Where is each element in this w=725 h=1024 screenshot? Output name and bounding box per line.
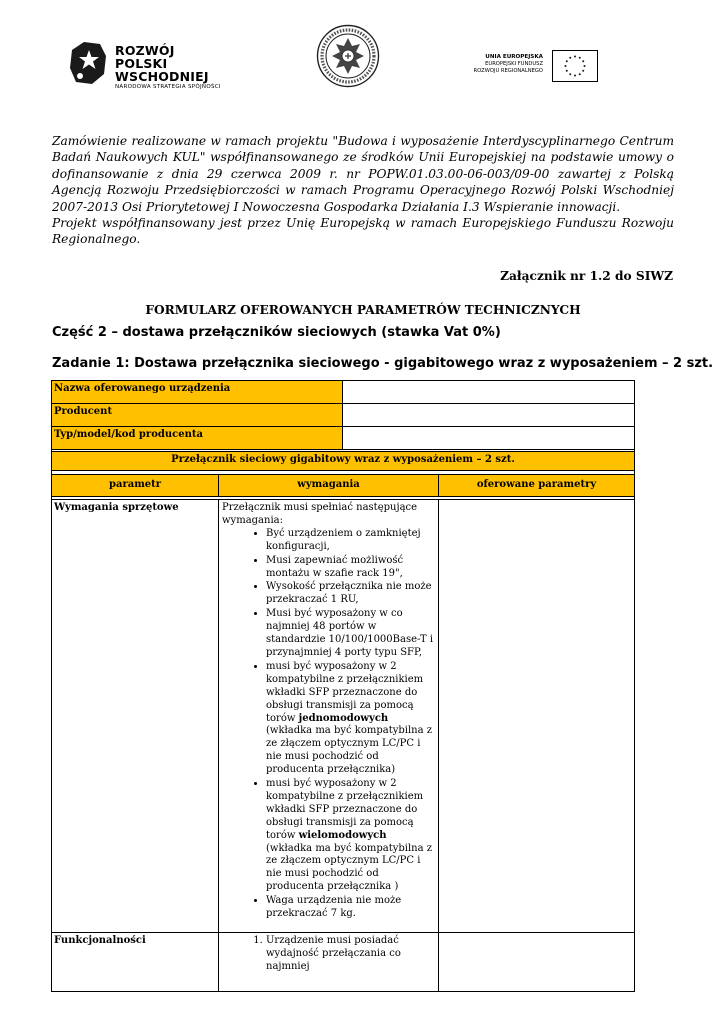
eu-logo [455, 50, 600, 84]
eu-line-1: UNIA EUROPEJSKA [485, 54, 543, 60]
requirement-item-sfp-single: • musi być wyposażony w 2 kompatybilne z przełącznikiem wkładki SFP przeznaczone do obsługi transmisji za pomocą torów jednomodowych (wkładka ma być kompatybilna z ze złączem optycznym LC/PC i nie musi pochodzić od producenta przełącznika) [266, 661, 435, 777]
eu-star-icon [579, 73, 581, 75]
eu-star-icon [574, 75, 576, 77]
eu-flag-icon [552, 50, 598, 82]
task-title: Zadanie 1: Dostawa przełącznika sieciowego - gigabitowego wraz z wyposażeniem – 2 szt. [52, 356, 714, 371]
hardware-requirements [218, 499, 439, 933]
eu-star-icon [584, 65, 586, 67]
producer-input[interactable] [342, 403, 635, 427]
eu-star-icon [565, 65, 567, 67]
column-header-offer: oferowane parametry [438, 474, 635, 497]
eu-star-icon [566, 70, 568, 72]
eu-line-3: ROZWOJU REGIONALNEGO [473, 68, 543, 74]
requirement-item: • Wysokość przełącznika nie może przekraczać 1 RU, [266, 581, 435, 607]
model-input[interactable] [342, 426, 635, 450]
column-header-param: parametr [51, 474, 219, 497]
eu-star-icon [582, 60, 584, 62]
eu-star-icon [579, 57, 581, 59]
requirement-item-sfp-multi: • musi być wyposażony w 2 kompatybilne z przełącznikiem wkładki SFP przeznaczone do obsługi transmisji za pomocą torów wielomodowych (wkładka ma być kompatybilna z ze złączem optycznym LC/PC i nie musi pochodzić od producenta przełącznika ) [266, 778, 435, 894]
section-title: Przełącznik sieciowy gigabitowy wraz z wyposażeniem – 2 szt. [51, 451, 635, 471]
functionality-offer-input[interactable] [438, 932, 635, 992]
rozwoj-polski-wschodniej-logo [70, 38, 260, 90]
eu-star-icon [569, 57, 571, 59]
hardware-label: Wymagania sprzętowe [51, 499, 219, 933]
requirement-item: • Musi być wyposażony w co najmniej 48 portów w standardzie 10/100/1000Base-T i przynajmniej 4 porty typu SFP, [266, 608, 435, 660]
annex-label: Załącznik nr 1.2 do SIWZ [500, 269, 673, 283]
eu-star-icon [566, 60, 568, 62]
project-info-paragraph-2: Projekt współfinansowany jest przez Unię Europejską w ramach Europejskiego Funduszu Rozwoju Regionalnego. [52, 216, 674, 247]
logo-line-3: NARODOWA STRATEGIA SPÓJNOŚCI [115, 84, 221, 90]
functionality-label: Funkcjonalności [51, 932, 219, 992]
device-name-input[interactable] [342, 380, 635, 404]
part-title: Część 2 – dostawa przełączników sieciowych (stawka Vat 0%) [52, 325, 501, 340]
hardware-offer-input[interactable] [438, 499, 635, 933]
eu-star-icon [569, 73, 571, 75]
requirement-item: • Waga urządzenia nie może przekraczać 7 kg. [266, 895, 435, 921]
requirement-item: • Musi zapewniać możliwość montażu w szafie rack 19", [266, 555, 435, 581]
column-header-requirements: wymagania [218, 474, 439, 497]
university-seal-icon [316, 24, 380, 88]
producer-label: Producent [51, 403, 343, 427]
project-info [52, 133, 674, 248]
model-label: Typ/model/kod producenta [51, 426, 343, 450]
logo-line-2: POLSKI WSCHODNIEJ [115, 56, 209, 84]
eu-line-2: EUROPEJSKI FUNDUSZ [485, 61, 543, 67]
project-info-paragraph-1: Zamówienie realizowane w ramach projektu "Budowa i wyposażenie Interdyscyplinarnego Centrum Badań Naukowych KUL" współfinansowanego ze środków Unii Europejskiej na podstawie umowy o dofinansowanie z dnia 29 czerwca 2009 r. nr POPW.01.03.00-06-003/09-00 zawartej z Polską Agencją Rozwoju Przedsiębiorczości w ramach Programu Operacyjnego Rozwój Polski Wschodniej 2007-2013 Osi Priorytetowej I Nowoczesna Gospodarka Działania I.3 Wspieranie innowacji. [52, 134, 674, 214]
eu-star-icon [582, 70, 584, 72]
logo-line-1: ROZWÓJ [115, 43, 175, 58]
eu-star-icon [574, 56, 576, 58]
functionality-item: 1. Urządzenie musi posiadać wydajność przełączania co najmniej [266, 935, 435, 974]
functionality-requirements [218, 932, 439, 992]
form-title: FORMULARZ OFEROWANYCH PARAMETRÓW TECHNICZNYCH [145, 303, 581, 317]
rpw-emblem-icon [70, 40, 108, 86]
hardware-intro: Przełącznik musi spełniać następujące wymagania: [222, 502, 418, 526]
requirement-item: • Być urządzeniem o zamkniętej konfiguracji, [266, 528, 435, 554]
device-name-label: Nazwa oferowanego urządzenia [51, 380, 343, 404]
